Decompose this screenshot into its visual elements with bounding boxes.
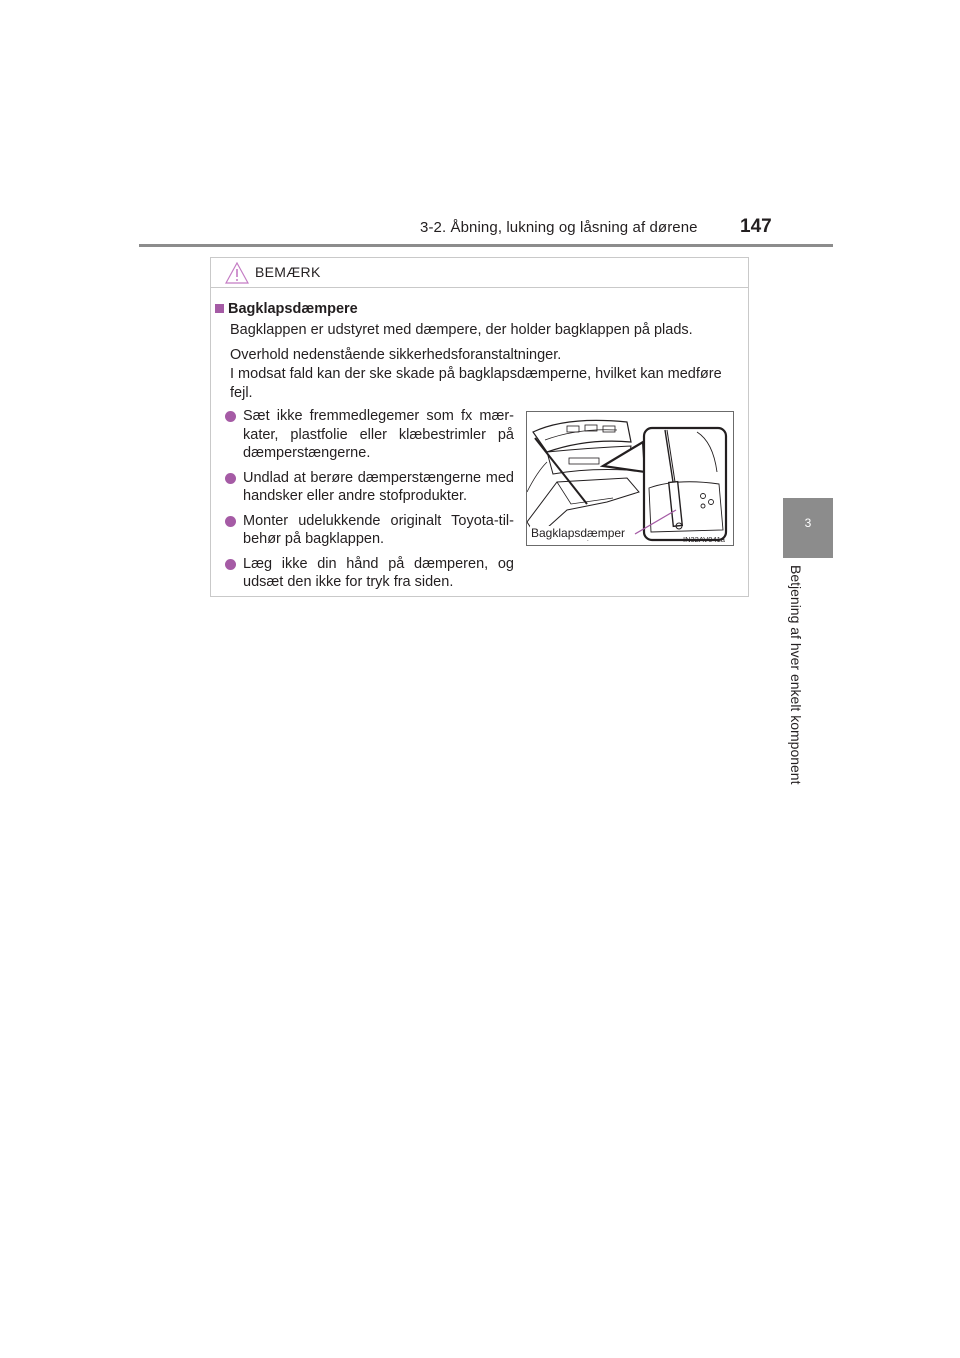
bullet-text: Sæt ikke fremmedlegemer som fx mær-kater, plastfolie eller klæbestrimler på dæmperstængerne. xyxy=(243,408,514,461)
header-title: 3-2. Åbning, lukning og låsning af dørene xyxy=(420,219,698,236)
bullet-text: Undlad at berøre dæmperstængerne med handsker eller andre stofprodukter. xyxy=(243,469,514,504)
notice-header xyxy=(211,258,748,288)
circle-bullet-icon xyxy=(225,559,236,570)
bullet-text: Monter udelukkende originalt Toyota-til-behør på bagklappen. xyxy=(243,512,514,547)
figure-callout-label: Bagklapsdæmper xyxy=(531,526,626,540)
list-item xyxy=(224,512,514,549)
section-heading xyxy=(215,301,358,317)
list-item xyxy=(224,469,514,506)
list-item xyxy=(224,555,514,592)
paragraph: Bagklappen er udstyret med dæmpere, der holder bagklappen på plads. xyxy=(230,322,693,338)
notice-label: BEMÆRK xyxy=(255,264,321,280)
figure-code: IN32AV041a xyxy=(683,535,725,544)
square-bullet-icon xyxy=(215,304,224,313)
header-rule xyxy=(139,244,833,247)
tailgate-damper-figure xyxy=(526,411,734,546)
section-title: Bagklapsdæmpere xyxy=(228,301,358,317)
bullet-list xyxy=(224,407,514,598)
list-item xyxy=(224,407,514,463)
circle-bullet-icon xyxy=(225,473,236,484)
circle-bullet-icon xyxy=(225,516,236,527)
chapter-number: 3 xyxy=(804,516,812,530)
chapter-title: Betjening af hver enkelt komponent xyxy=(788,565,804,785)
circle-bullet-icon xyxy=(225,411,236,422)
paragraph: Overhold nedenstående sikkerhedsforanstaltninger. I modsat fald kan der ske skade på bagklapsdæmperne, hvilket kan medføre fejl. xyxy=(230,347,722,401)
bullet-text: Læg ikke din hånd på dæmperen, og udsæt den ikke for tryk fra siden. xyxy=(243,555,514,590)
notice-box xyxy=(210,257,749,597)
warning-triangle-icon xyxy=(225,262,249,284)
page-number: 147 xyxy=(740,216,772,237)
